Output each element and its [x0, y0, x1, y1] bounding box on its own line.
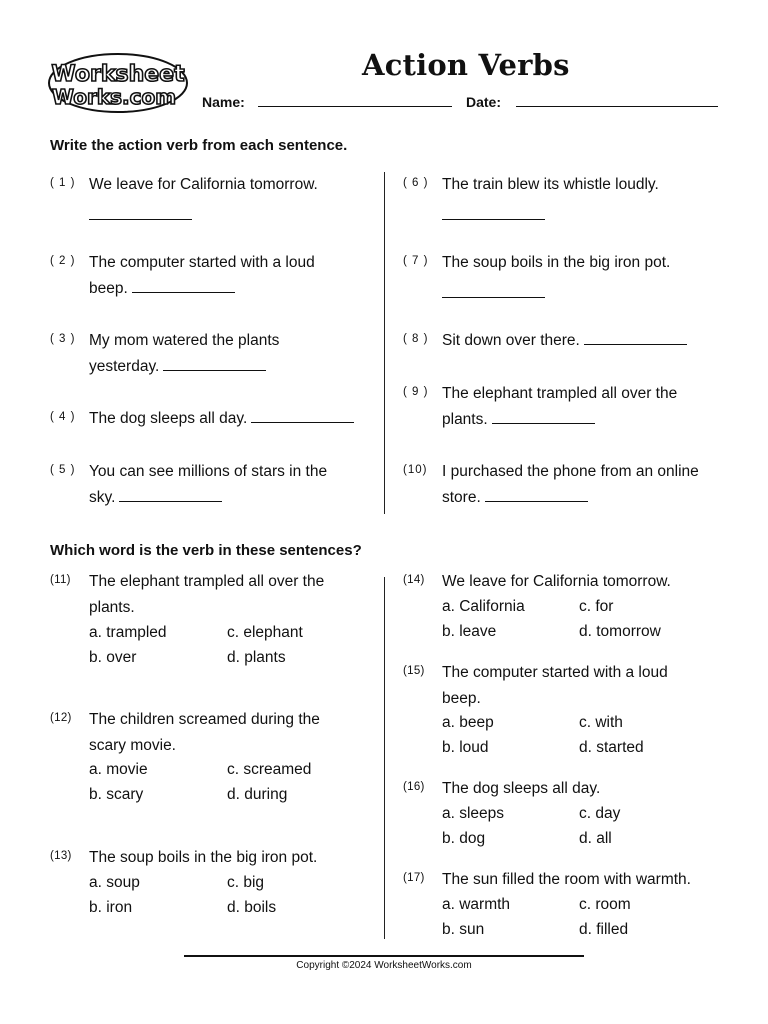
question-number: (17) [403, 872, 425, 884]
choice-d[interactable]: d. during [227, 786, 288, 803]
question-number: (15) [403, 665, 425, 677]
question-text: The dog sleeps all day. [89, 410, 248, 427]
answer-blank[interactable] [442, 276, 545, 298]
question-number: (16) [403, 781, 425, 793]
choice-d[interactable]: d. all [579, 830, 612, 847]
question-text: The sun filled the room with warmth. [442, 871, 691, 888]
choice-a[interactable]: a. soup [89, 874, 140, 891]
section2-instruction: Which word is the verb in these sentences? [50, 542, 362, 559]
footer-divider [184, 955, 584, 957]
question-text: My mom watered the plants yesterday. [89, 332, 280, 375]
section1-instruction: Write the action verb from each sentence. [50, 137, 348, 154]
question-text: We leave for California tomorrow. [442, 573, 671, 590]
logo-line2: Works.com [51, 85, 177, 109]
choice-c[interactable]: c. screamed [227, 761, 312, 778]
date-label: Date: [466, 94, 502, 110]
choice-d[interactable]: d. plants [227, 649, 286, 666]
choice-b[interactable]: b. sun [442, 921, 485, 938]
column-divider [384, 172, 385, 514]
question-text: The computer started with a loud beep. [442, 664, 668, 707]
choice-d[interactable]: d. tomorrow [579, 623, 661, 640]
question-text: We leave for California tomorrow. [89, 176, 318, 193]
choice-a[interactable]: a. movie [89, 761, 148, 778]
date-field[interactable] [516, 106, 718, 107]
question-number: (12) [50, 712, 72, 724]
worksheet-title: Action Verbs [362, 48, 570, 82]
name-label: Name: [202, 94, 245, 110]
choice-a[interactable]: a. trampled [89, 624, 167, 641]
choice-d[interactable]: d. boils [227, 899, 277, 916]
choice-b[interactable]: b. iron [89, 899, 133, 916]
answer-blank[interactable] [132, 277, 235, 293]
answer-blank[interactable] [442, 198, 545, 220]
answer-blank[interactable] [251, 407, 354, 423]
answer-blank[interactable] [492, 408, 595, 424]
copyright-text: Copyright ©2024 WorksheetWorks.com [296, 960, 472, 971]
choice-b[interactable]: b. loud [442, 739, 489, 756]
choice-d[interactable]: d. started [579, 739, 644, 756]
choice-b[interactable]: b. scary [89, 786, 144, 803]
question-text: Sit down over there. [442, 332, 580, 349]
question-text: The elephant trampled all over the plants. [89, 573, 325, 616]
question-text: The elephant trampled all over the plants. [442, 385, 678, 428]
question-text: You can see millions of stars in the sky. [89, 463, 328, 506]
choice-c[interactable]: c. room [579, 896, 631, 913]
answer-blank[interactable] [163, 355, 266, 371]
question-text: I purchased the phone from an online store. [442, 463, 699, 506]
question-number: ( 6 ) [403, 177, 429, 189]
logo-line1: Worksheet [51, 62, 185, 87]
choice-c[interactable]: c. for [579, 598, 614, 615]
question-number: ( 5 ) [50, 464, 76, 476]
question-number: (10) [403, 464, 428, 476]
answer-blank[interactable] [485, 486, 588, 502]
choice-d[interactable]: d. filled [579, 921, 629, 938]
question-number: (14) [403, 574, 425, 586]
choice-b[interactable]: b. leave [442, 623, 497, 640]
name-field[interactable] [258, 106, 452, 107]
question-text: The train blew its whistle loudly. [442, 176, 659, 193]
question-text: The children screamed during the scary movie. [89, 711, 320, 754]
question-number: (11) [50, 574, 71, 586]
question-number: ( 9 ) [403, 386, 429, 398]
question-number: ( 1 ) [50, 177, 76, 189]
question-text: The computer started with a loud beep. [89, 254, 315, 297]
worksheetworks-logo [48, 52, 190, 114]
choice-a[interactable]: a. beep [442, 714, 494, 731]
answer-blank[interactable] [584, 329, 687, 345]
choice-b[interactable]: b. over [89, 649, 137, 666]
choice-a[interactable]: a. warmth [442, 896, 511, 913]
question-number: ( 3 ) [50, 333, 76, 345]
choice-c[interactable]: c. with [579, 714, 623, 731]
question-number: ( 8 ) [403, 333, 429, 345]
question-number: (13) [50, 850, 72, 862]
choice-c[interactable]: c. elephant [227, 624, 303, 641]
choice-a[interactable]: a. sleeps [442, 805, 505, 822]
question-number: ( 7 ) [403, 255, 429, 267]
answer-blank[interactable] [89, 198, 192, 220]
answer-blank[interactable] [119, 486, 222, 502]
question-number: ( 4 ) [50, 411, 76, 423]
choice-c[interactable]: c. day [579, 805, 621, 822]
choice-c[interactable]: c. big [227, 874, 265, 891]
column-divider [384, 577, 385, 939]
choice-a[interactable]: a. California [442, 598, 525, 615]
question-text: The dog sleeps all day. [442, 780, 601, 797]
choice-b[interactable]: b. dog [442, 830, 486, 847]
question-text: The soup boils in the big iron pot. [442, 254, 671, 271]
question-number: ( 2 ) [50, 255, 76, 267]
question-text: The soup boils in the big iron pot. [89, 849, 318, 866]
